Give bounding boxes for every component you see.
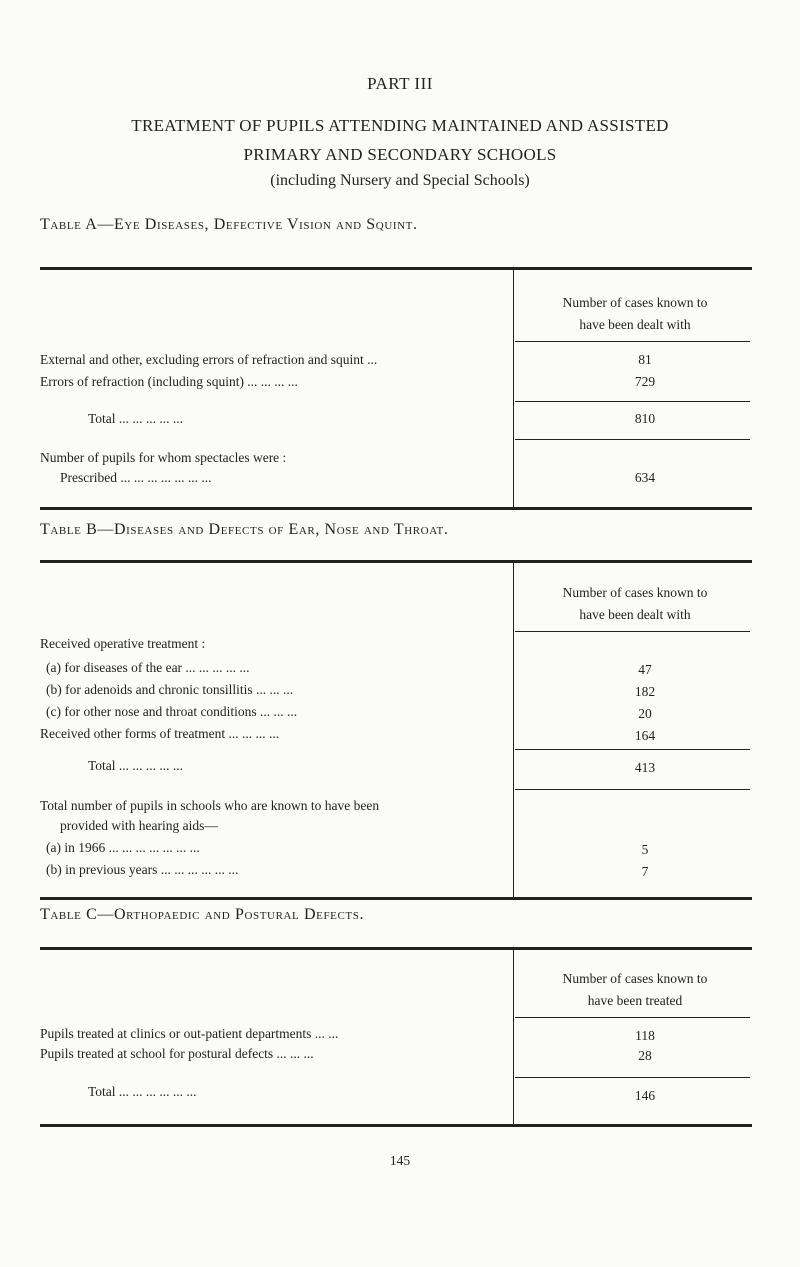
table-b-column-header: Number of cases known to have been dealt with	[562, 585, 708, 622]
table-c-total-rule	[515, 1077, 750, 1078]
title-line-2: PRIMARY AND SECONDARY SCHOOLS	[243, 145, 557, 164]
table-a-total-rule	[515, 401, 750, 402]
table-a-value-external: 81	[638, 352, 652, 367]
part-heading: PART III	[367, 74, 433, 93]
table-b-row-nose-throat: (c) for other nose and throat conditions ... ... ...	[46, 704, 298, 719]
table-a-spectacles-label: Number of pupils for whom spectacles were :	[40, 450, 287, 465]
table-b-row-hearing-1966: (a) in 1966 ... ... ... ... ... ... ...	[46, 840, 200, 855]
table-a-value-refraction: 729	[634, 374, 656, 389]
table-c-row-clinics: Pupils treated at clinics or out-patient departments ... ...	[40, 1026, 339, 1041]
table-b-hearing-label-1: Total number of pupils in schools who are known to have been	[40, 798, 380, 813]
table-c-column-divider	[513, 950, 514, 1125]
table-c-caption: Table C—Orthopaedic and Postural Defects.	[40, 906, 365, 923]
table-b-row-ear: (a) for diseases of the ear ... ... ... ... ...	[46, 660, 250, 675]
table-a-top-rule	[40, 267, 752, 270]
table-a-caption: Table A—Eye Diseases, Defective Vision and Squint.	[40, 216, 418, 233]
table-a-row-refraction: Errors of refraction (including squint) ... ... ... ...	[40, 374, 298, 389]
table-b-total-value: 413	[634, 760, 656, 775]
table-b-value-ear: 47	[638, 662, 652, 677]
table-b-column-divider	[513, 563, 514, 898]
table-a-column-divider	[513, 270, 514, 508]
table-c-total-value: 146	[634, 1088, 656, 1103]
table-b-row-hearing-previous: (b) in previous years ... ... ... ... ... ...	[46, 862, 239, 877]
table-a-total-value: 810	[634, 411, 656, 426]
table-b-value-adenoids: 182	[634, 684, 656, 699]
table-b-row-adenoids: (b) for adenoids and chronic tonsillitis ... ... ...	[46, 682, 294, 697]
table-b-value-nose-throat: 20	[638, 706, 652, 721]
table-b-total-rule	[515, 749, 750, 750]
table-a-total-label: Total ... ... ... ... ...	[88, 411, 184, 426]
table-b-top-rule	[40, 560, 752, 563]
table-b-row-other: Received other forms of treatment ... ... ... ...	[40, 726, 280, 741]
page-number: 145	[389, 1153, 411, 1168]
table-a-header-rule	[515, 341, 750, 342]
table-b-bottom-rule	[40, 897, 752, 900]
table-c-total-label: Total ... ... ... ... ... ...	[88, 1084, 197, 1099]
table-a-prescribed-value: 634	[634, 470, 656, 485]
table-a-spectacles-rule	[515, 439, 750, 440]
table-c-row-postural: Pupils treated at school for postural defects ... ... ...	[40, 1046, 314, 1061]
table-b-total-label: Total ... ... ... ... ...	[88, 758, 184, 773]
title-line-1: TREATMENT OF PUPILS ATTENDING MAINTAINED AND ASSISTED	[131, 116, 669, 135]
table-c-top-rule	[40, 947, 752, 950]
table-a-row-external: External and other, excluding errors of refraction and squint ...	[40, 352, 378, 367]
table-a-prescribed-label: Prescribed ... ... ... ... ... ... ...	[60, 470, 212, 485]
table-b-hearing-rule	[515, 789, 750, 790]
title-line-3: (including Nursery and Special Schools)	[270, 172, 530, 189]
table-b-caption: Table B—Diseases and Defects of Ear, Nose and Throat.	[40, 521, 449, 538]
table-c-column-header: Number of cases known to have been treated	[562, 971, 708, 1008]
table-b-hearing-label-2: provided with hearing aids—	[60, 818, 218, 833]
table-c-value-postural: 28	[638, 1048, 652, 1063]
table-b-value-hearing-1966: 5	[641, 842, 649, 857]
table-c-header-rule	[515, 1017, 750, 1018]
table-b-operative-label: Received operative treatment :	[40, 636, 206, 651]
table-b-value-other: 164	[634, 728, 656, 743]
table-c-value-clinics: 118	[635, 1028, 655, 1043]
table-b-value-hearing-previous: 7	[641, 864, 649, 879]
table-a-bottom-rule	[40, 507, 752, 510]
table-a-column-header: Number of cases known to have been dealt with	[562, 295, 708, 332]
table-c-bottom-rule	[40, 1124, 752, 1127]
table-b-header-rule	[515, 631, 750, 632]
